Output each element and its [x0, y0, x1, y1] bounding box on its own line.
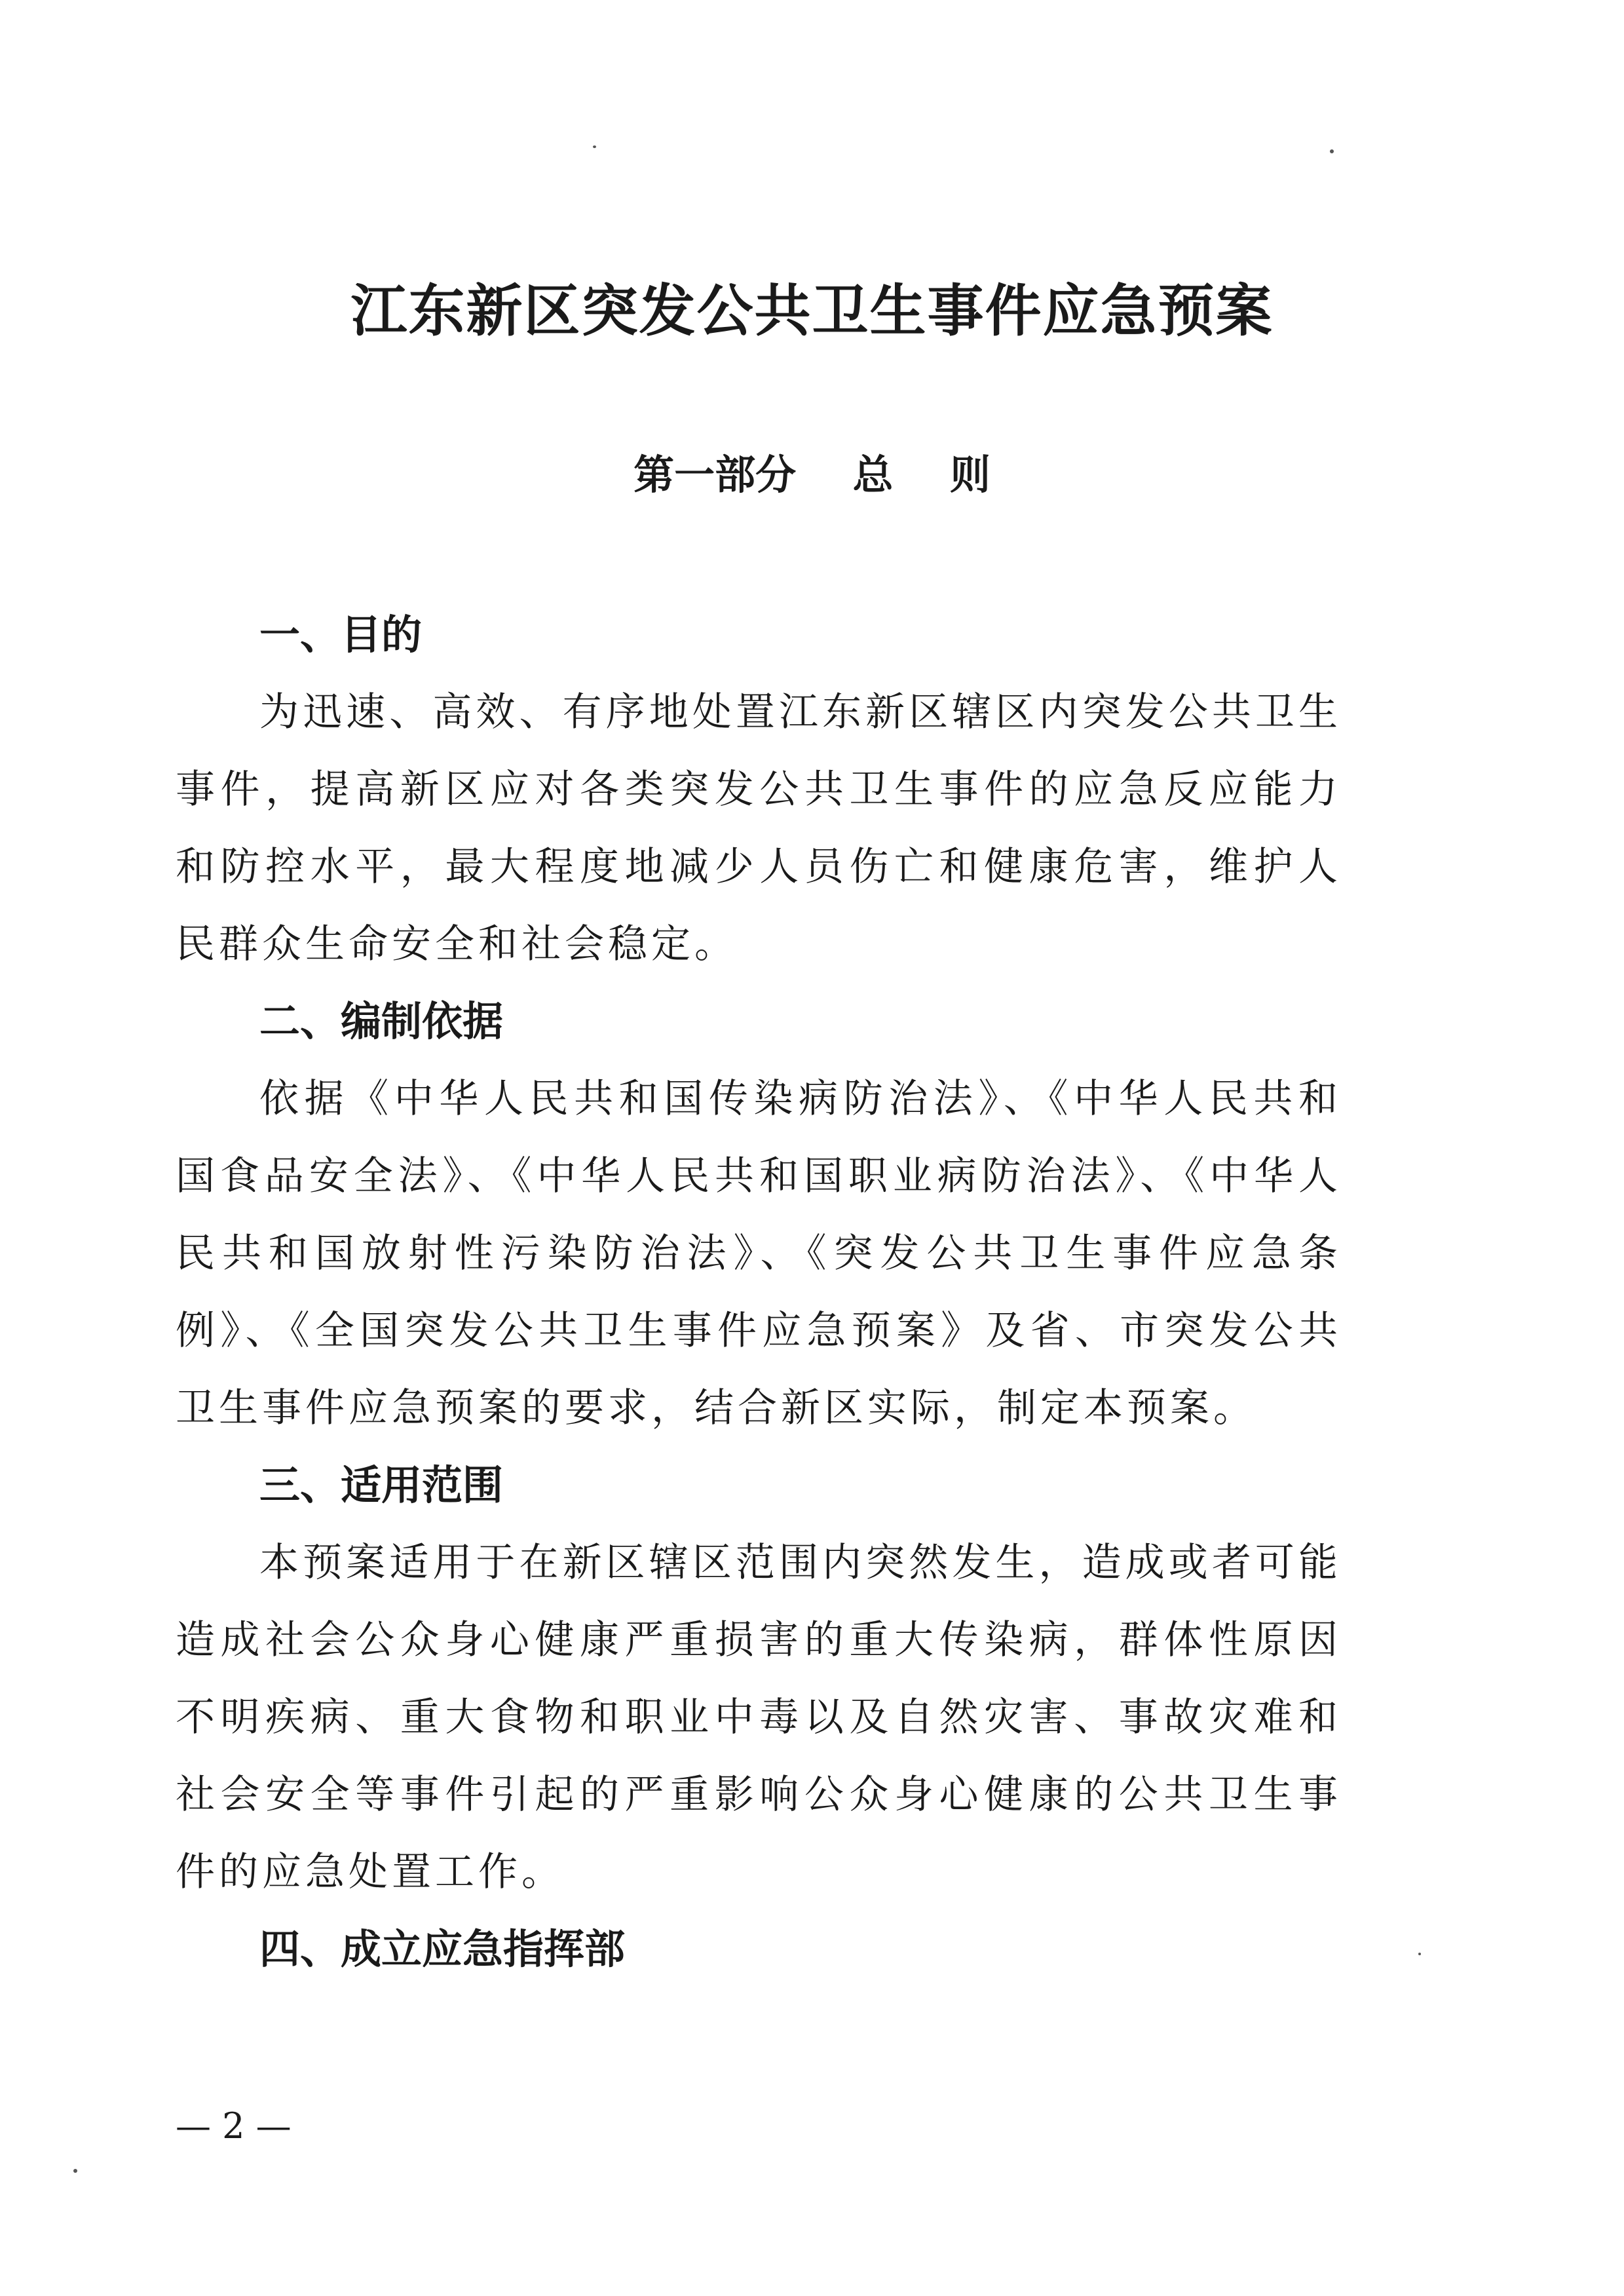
scan-speck: [1418, 1953, 1421, 1955]
scan-speck: [1330, 149, 1334, 153]
section-heading-scope: 三、适用范围: [259, 1461, 504, 1509]
document-title: 江东新区突发公共卫生事件应急预案: [350, 278, 1274, 344]
section-heading-command: 四、成立应急指挥部: [259, 1925, 626, 1973]
section-heading-basis: 二、编制依据: [259, 997, 504, 1045]
page-number: — 2 —: [176, 2105, 292, 2147]
scan-speck: [593, 145, 596, 148]
scan-speck: [73, 2169, 77, 2173]
section-paragraph-scope: 本预案适用于在新区辖区范围内突然发生，造成或者可能造成社会公众身心健康严重损害的重大传染病，群体性原因不明疾病、重大食物和职业中毒以及自然灾害、事故灾难和社会安全等事件引起的严重影响公众身心健康的公共卫生事件的应急处置工作。: [176, 1540, 1342, 1895]
part-title: 第一部分 总 则: [633, 451, 991, 499]
section-paragraph-basis: 依据《中华人民共和国传染病防治法》、《中华人民共和国食品安全法》、《中华人民共和国职业病防治法》、《中华人民共和国放射性污染防治法》、《突发公共卫生事件应急条例》、《全国突发公共卫生事件应急预案》及省、市突发公共卫生事件应急预案的要求，结合新区实际，制定本预案。: [176, 1076, 1342, 1431]
document-body: [176, 596, 1342, 1988]
section-paragraph-purpose: 为迅速、高效、有序地处置江东新区辖区内突发公共卫生事件，提高新区应对各类突发公共卫生事件的应急反应能力和防控水平，最大程度地减少人员伤亡和健康危害，维护人民群众生命安全和社会稳定。: [176, 689, 1342, 967]
section-heading-purpose: 一、目的: [259, 611, 423, 659]
